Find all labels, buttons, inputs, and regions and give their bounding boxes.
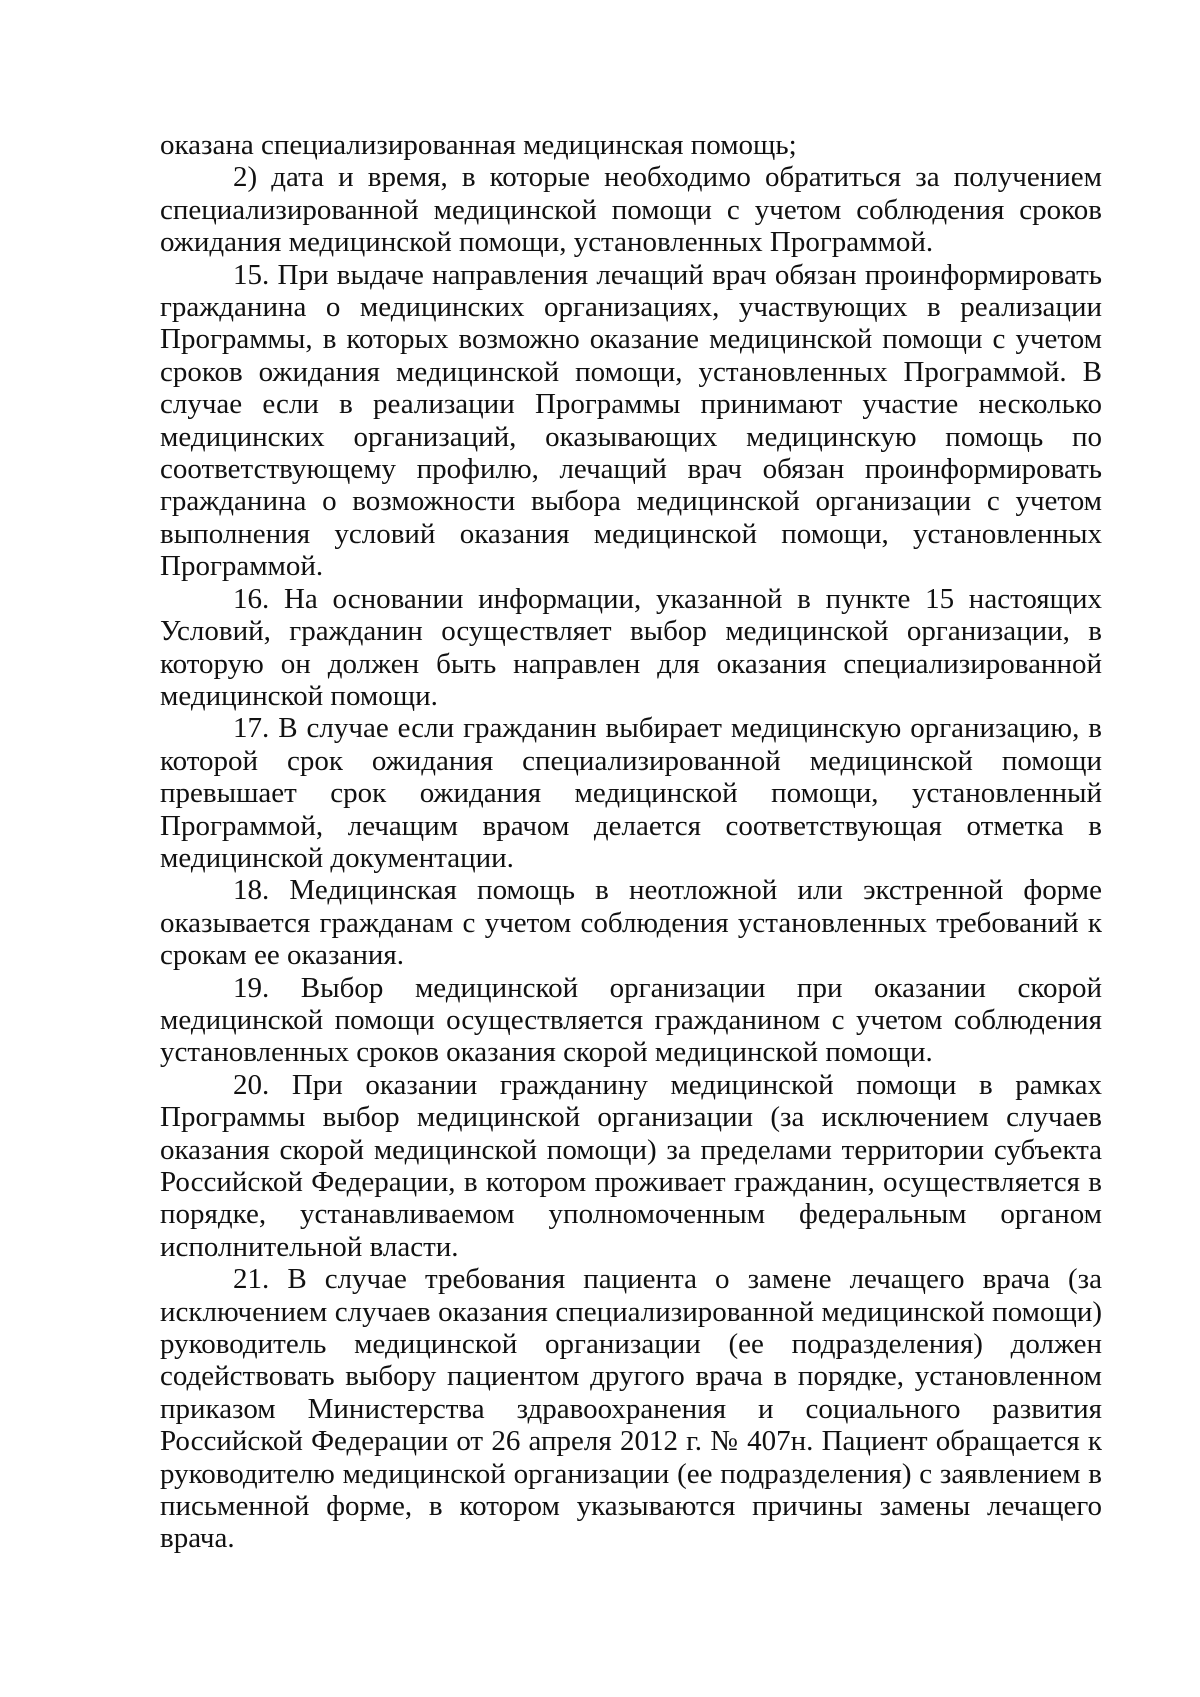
paragraph-19: 19. Выбор медицинской организации при оказании скорой медицинской помощи осуществляется гражданином с учетом соблюдения установленных сроков оказания скорой медицинской помощи. [160,971,1102,1069]
document-page [160,129,1102,1555]
paragraph-21: 21. В случае требования пациента о замене лечащего врача (за исключением случаев оказания специализированной медицинской помощи) руководитель медицинской организации (ее подразделения) должен содействовать выбору пациентом другого врача в порядке, установленном приказом Министерства здравоохранения и социального развития Российской Федерации от 26 апреля 2012 г. № 407н. Пациент обращается к руководителю медицинской организации (ее подразделения) с заявлением в письменной форме, в котором указываются причины замены лечащего врача. [160,1263,1102,1555]
paragraph-16: 16. На основании информации, указанной в пункте 15 настоящих Условий, гражданин осуществляет выбор медицинской организации, в которую он должен быть направлен для оказания специализированной медицинской помощи. [160,582,1102,712]
paragraph-item-2: 2) дата и время, в которые необходимо обратиться за получением специализированной медицинской помощи с учетом соблюдения сроков ожидания медицинской помощи, установленных Программой. [160,161,1102,259]
paragraph-continuation: оказана специализированная медицинская помощь; [160,129,797,161]
paragraph-15: 15. При выдаче направления лечащий врач обязан проинформировать гражданина о медицинских организациях, участвующих в реализации Программы, в которых возможно оказание медицинской помощи с учетом сроков ожидания медицинской помощи, установленных Программой. В случае если в реализации Программы принимают участие несколько медицинских организаций, оказывающих медицинскую помощь по соответствующему профилю, лечащий врач обязан проинформировать гражданина о возможности выбора медицинской организации с учетом выполнения условий оказания медицинской помощи, установленных Программой. [160,258,1102,583]
paragraph-18: 18. Медицинская помощь в неотложной или экстренной форме оказывается гражданам с учетом соблюдения установленных требований к срокам ее оказания. [160,874,1102,972]
paragraph-20: 20. При оказании гражданину медицинской помощи в рамках Программы выбор медицинской организации (за исключением случаев оказания скорой медицинской помощи) за пределами территории субъекта Российской Федерации, в котором проживает гражданин, осуществляется в порядке, устанавливаемом уполномоченным федеральным органом исполнительной власти. [160,1068,1102,1263]
paragraph-17: 17. В случае если гражданин выбирает медицинскую организацию, в которой срок ожидания специализированной медицинской помощи превышает срок ожидания медицинской помощи, установленный Программой, лечащим врачом делается соответствующая отметка в медицинской документации. [160,712,1102,874]
